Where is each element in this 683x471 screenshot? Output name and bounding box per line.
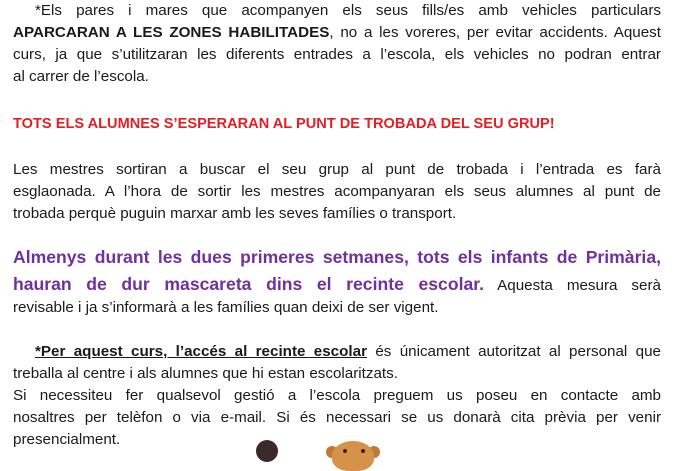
mask-notice-line1: Almenys durant les dues primeres setmanes, tots els infants de Primària,: [13, 247, 661, 267]
paragraph2-line2: esglaonada. A l’hora de sortir les mestres acompanyaran els seus alumnes al punt de: [13, 183, 661, 200]
cartoon-bear-eye-left: [343, 449, 347, 453]
parking-zones-emphasis: APARCARAN A LES ZONES HABILITADES: [13, 24, 330, 41]
mask-notice-line3: revisable i ja s’informarà a les famílies quan deixi de ser vigent.: [13, 299, 439, 316]
paragraph2-line1: Les mestres sortiran a buscar el seu grup al punt de trobada i l’entrada es farà: [13, 161, 661, 178]
mask-requirement: hauran de dur mascareta dins el recinte escolar.: [13, 274, 485, 294]
paragraph1-line3: curs, ja que s’utilitzaran les diferents entrades a l’escola, els vehicles no podran entrar: [13, 46, 661, 63]
cartoon-child-illustration: [256, 440, 278, 462]
paragraph1-line1: *Els pares i mares que acompanyen els seus fills/es amb vehicles particulars: [35, 2, 661, 19]
paragraph2-line3: trobada perquè puguin marxar amb les seves famílies o transport.: [13, 205, 457, 222]
cartoon-bear-illustration: [332, 441, 374, 471]
cartoon-bear-eye-right: [361, 449, 365, 453]
paragraph3-line5: presencialment.: [13, 431, 121, 448]
paragraph3-line2: treballa al centre i als alumnes que hi estan escolaritzats.: [13, 365, 398, 382]
paragraph3-line4: nosaltres per telèfon o via e-mail. Si és necessari se us donarà cita prèvia per venir: [13, 409, 661, 426]
paragraph1-line4: al carrer de l’escola.: [13, 68, 149, 85]
paragraph3-line3: Si necessiteu fer qualsevol gestió a l’escola preguem us poseu en contacte amb: [13, 387, 661, 404]
mask-notice-line2: hauran de dur mascareta dins el recinte escolar. Aquesta mesura serà: [13, 274, 661, 294]
access-notice-emphasis: *Per aquest curs, l’accés al recinte escolar: [35, 343, 367, 360]
paragraph1-line2: APARCARAN A LES ZONES HABILITADES, no a les voreres, per evitar accidents. Aquest: [13, 24, 661, 41]
meeting-point-heading: TOTS ELS ALUMNES S’ESPERARAN AL PUNT DE TROBADA DEL SEU GRUP!: [13, 116, 555, 132]
paragraph3-line1: *Per aquest curs, l’accés al recinte escolar és únicament autoritzat al personal que: [35, 343, 661, 360]
